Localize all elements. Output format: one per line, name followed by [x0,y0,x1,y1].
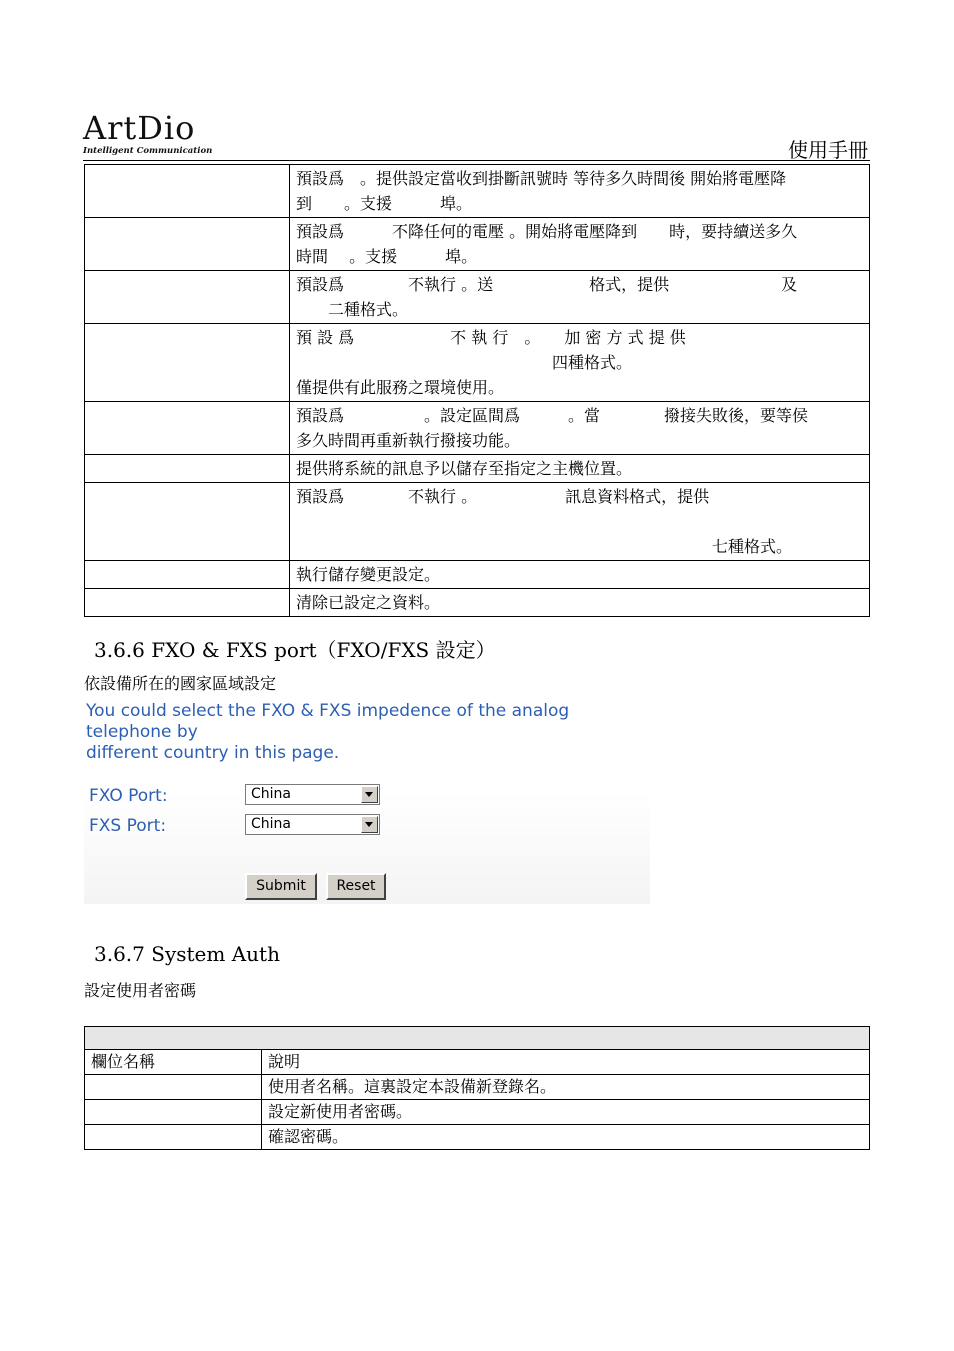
table-row [85,561,870,589]
param-desc-cell [290,324,870,402]
param-desc-line: 多久時間再重新執行撥接功能。 [296,431,521,450]
param-desc-cell [290,561,870,589]
param-desc-line: 四種格式。 [296,353,633,372]
param-desc-line: 預設爲 不降任何的電壓 。開始將電壓降到 時，要持續送多久 [296,222,798,241]
param-desc-cell [290,402,870,455]
param-name-cell [85,455,290,483]
param-desc-cell [290,589,870,617]
field-name-cell [85,1125,262,1150]
section-heading-auth: 3.6.7 System Auth [94,942,280,966]
header-divider [83,160,870,161]
param-desc-line: 預 設 爲 不 執 行 。 加 密 方 式 提 供 [296,328,686,347]
param-desc-line: 預設爲 不執行 。送 格式，提供 及 [296,275,798,294]
param-name-cell [85,561,290,589]
chevron-down-icon[interactable] [361,816,378,833]
param-desc-line: 清除已設定之資料。 [296,593,441,612]
manual-title: 使用手冊 [788,138,868,162]
table-row [85,324,870,402]
param-desc-line: 到 。支援 埠。 [296,194,473,213]
field-desc-cell: 設定新使用者密碼。 [262,1100,870,1125]
submit-button[interactable]: Submit [245,873,317,900]
screenshot-intro-line: You could select the FXO & FXS impedence of the analog telephone by [86,701,570,742]
fxs-port-label: FXS Port: [89,816,167,836]
field-name-cell [85,1100,262,1125]
param-desc-line: 預設爲 。提供設定當收到掛斷訊號時 等待多久時間後 開始將電壓降 [296,169,787,188]
column-header-field: 欄位名稱 [85,1050,262,1075]
param-name-cell [85,218,290,271]
table-row [85,589,870,617]
table-row [85,271,870,324]
param-desc-line: 時間 。支援 埠。 [296,247,478,266]
table-row [85,218,870,271]
screenshot-intro-line: different country in this page. [86,743,340,763]
param-name-cell [85,483,290,561]
param-desc-cell [290,165,870,218]
chevron-down-icon[interactable] [361,786,378,803]
artdio-logo [83,111,223,161]
table-row [85,1075,870,1100]
param-desc-line: 提供將系統的訊息予以儲存至指定之主機位置。 [296,459,633,478]
table-row [85,455,870,483]
section-intro-auth: 設定使用者密碼 [84,981,197,1000]
fxo-fxs-screenshot [84,700,650,904]
param-desc-line: 二種格式。 [296,300,409,319]
param-desc-cell [290,218,870,271]
fxs-port-value: China [251,816,291,832]
auth-table-header [85,1050,870,1075]
logo-wordmark: ArtDio [83,109,196,147]
auth-table-title-bar [85,1027,870,1050]
table-row [85,1125,870,1150]
param-name-cell [85,271,290,324]
param-desc-cell [290,271,870,324]
param-desc-line: 執行儲存變更設定。 [296,565,441,584]
field-name-cell [85,1075,262,1100]
table-row [85,483,870,561]
table-row [85,402,870,455]
fxs-port-select[interactable] [245,814,380,835]
column-header-desc: 說明 [262,1050,870,1075]
table-row [85,1100,870,1125]
param-desc-cell [290,455,870,483]
param-name-cell [85,402,290,455]
param-desc-line: 預設爲 不執行 。 訊息資料格式，提供 [296,487,710,506]
section-intro-fxo: 依設備所在的國家區域設定 [84,674,277,693]
reset-button[interactable]: Reset [326,873,386,900]
param-desc-cell [290,483,870,561]
param-desc-line: 預設爲 。設定區間爲 。當 撥接失敗後，要等侯 [296,406,809,425]
fxo-port-value: China [251,786,291,802]
param-name-cell [85,165,290,218]
param-desc-line: 僅提供有此服務之環境使用。 [296,378,505,397]
param-name-cell [85,324,290,402]
fxo-port-label: FXO Port: [89,786,168,806]
param-desc-line: 七種格式。 [296,537,793,556]
field-desc-cell: 使用者名稱。這裏設定本設備新登錄名。 [262,1075,870,1100]
fxo-port-select[interactable] [245,784,380,805]
parameter-table [84,164,870,617]
logo-tagline: Intelligent Communication [83,146,213,156]
section-heading-fxo: 3.6.6 FXO & FXS port（FXO/FXS 設定） [94,638,496,662]
param-desc-line [296,509,863,534]
table-row [85,165,870,218]
auth-table [84,1026,870,1150]
param-name-cell [85,589,290,617]
screenshot-intro [86,701,650,764]
field-desc-cell: 確認密碼。 [262,1125,870,1150]
